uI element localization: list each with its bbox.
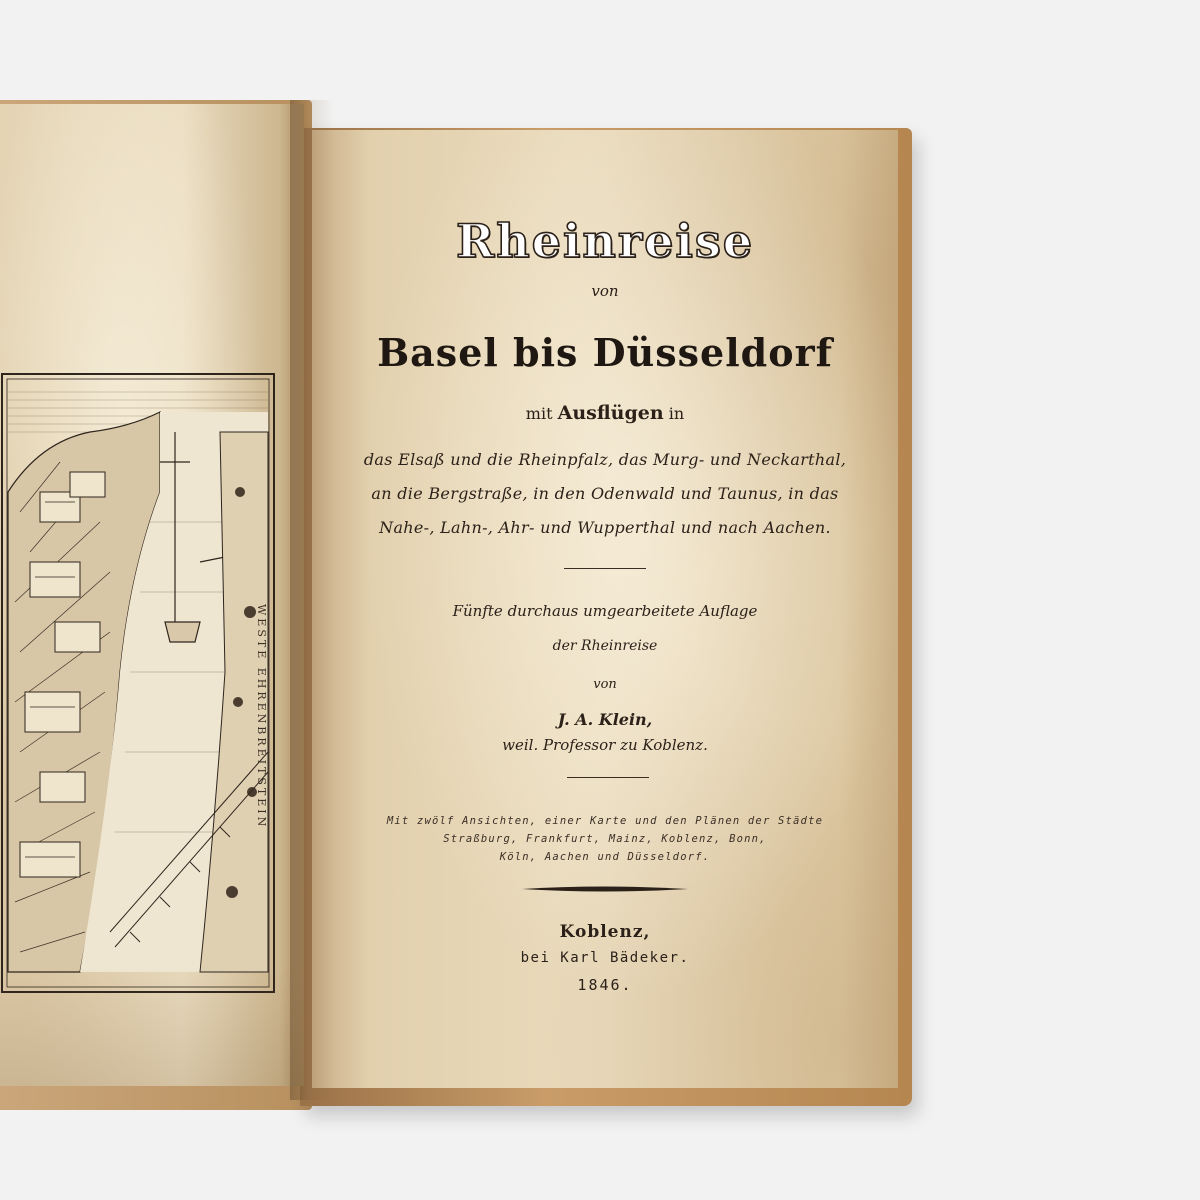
excursions-word: Ausflügen [557, 402, 664, 424]
edition-of-line: der Rheinreise [552, 638, 658, 654]
page-shading [0, 966, 304, 1086]
destinations-line-3: Nahe-, Lahn-, Ahr- und Wupperthal und nach Aachen. [379, 518, 831, 537]
left-page [0, 104, 304, 1086]
title-connector: von [591, 282, 619, 300]
divider-rule [567, 777, 649, 778]
excursions-line [312, 402, 898, 424]
excursions-post: in [668, 404, 685, 423]
divider-rule [564, 568, 646, 569]
illustrations-line-1: Mit zwölf Ansichten, einer Karte und den Plänen der Städte [386, 815, 824, 827]
frontispiece-engraving [0, 372, 280, 998]
book-subtitle: Basel bis Düsseldorf [377, 330, 833, 375]
illustrations-line-2: Straßburg, Frankfurt, Mainz, Koblenz, Bonn, [443, 833, 767, 845]
engraving-caption: WESTE EHRENBREITSTEIN [255, 604, 268, 830]
ornamental-rule [522, 884, 688, 894]
author-connector: von [593, 677, 617, 692]
destinations-line-2: an die Bergstraße, in den Odenwald und Taunus, in das [371, 484, 839, 503]
destinations-line-1: das Elsaß und die Rheinpfalz, das Murg- und Neckarthal, [363, 450, 847, 469]
author-title: weil. Professor zu Koblenz. [502, 736, 708, 754]
book-gutter [290, 100, 334, 1100]
title-page [312, 130, 898, 1088]
book-title: Rheinreise [456, 214, 754, 268]
imprint-year: 1846. [577, 976, 633, 994]
excursions-pre: mit [525, 404, 553, 423]
author-name: J. A. Klein, [557, 710, 653, 729]
imprint-place: Koblenz, [559, 922, 651, 942]
imprint-publisher: bei Karl Bädeker. [520, 950, 690, 966]
edition-line: Fünfte durchaus umgearbeitete Auflage [452, 602, 758, 620]
illustrations-line-3: Köln, Aachen und Düsseldorf. [499, 851, 711, 863]
